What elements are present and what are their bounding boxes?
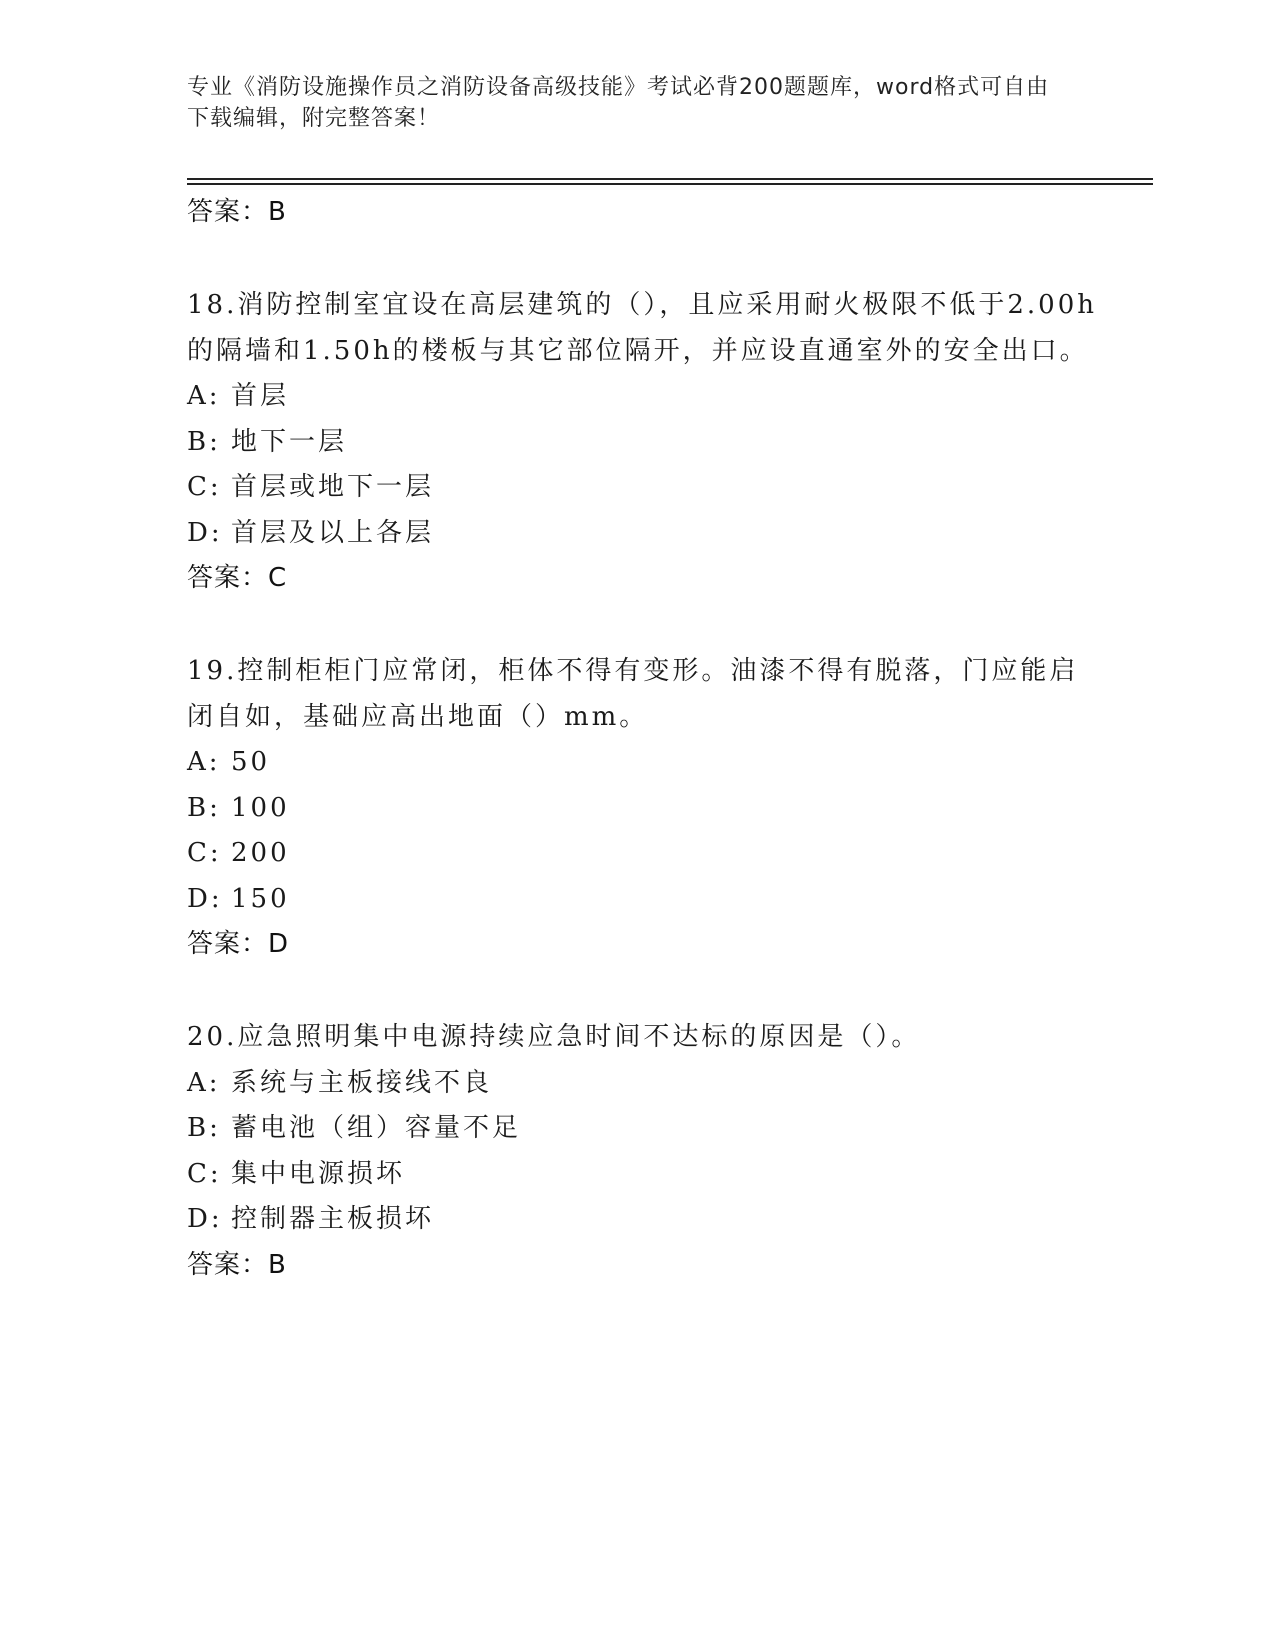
option-text: 地下一层	[231, 426, 348, 457]
option-c	[187, 1152, 1107, 1198]
option-c	[187, 831, 1107, 877]
option-d	[187, 877, 1107, 923]
option-d	[187, 1197, 1107, 1243]
option-b	[187, 1106, 1107, 1152]
option-text: 50	[231, 747, 271, 777]
option-letter: B:	[187, 792, 221, 823]
answer-line: 答案：B	[187, 197, 287, 227]
answer-line: 答案：D	[187, 929, 290, 959]
answer-line: 答案：B	[187, 1249, 287, 1280]
option-a	[187, 740, 1107, 786]
option-a	[187, 374, 1107, 420]
option-text: 系统与主板接线不良	[231, 1067, 493, 1098]
option-text: 控制器主板损坏	[231, 1204, 435, 1234]
option-b	[187, 420, 1107, 466]
question-item	[187, 283, 1107, 601]
option-text: 150	[231, 883, 290, 914]
option-a	[187, 1061, 1107, 1107]
option-text: 首层及以上各层	[231, 517, 435, 548]
option-d	[187, 511, 1107, 557]
option-c	[187, 465, 1107, 511]
option-text: 首层	[231, 381, 290, 411]
option-text: 首层或地下一层	[231, 472, 435, 502]
question-item	[187, 649, 1107, 967]
option-b	[187, 786, 1107, 832]
option-letter: C:	[187, 1158, 222, 1189]
option-letter: C:	[187, 472, 222, 502]
option-text: 蓄电池（组）容量不足	[231, 1113, 522, 1143]
option-letter: A:	[187, 1067, 221, 1098]
option-letter: D:	[187, 1204, 223, 1234]
option-text: 100	[231, 792, 290, 823]
question-list	[187, 190, 1107, 1288]
question-stem: 20.应急照明集中电源持续应急时间不达标的原因是（）。	[187, 1022, 921, 1052]
question-stem: 18.消防控制室宜设在高层建筑的（），且应采用耐火极限不低于2.00h的隔墙和1.50h的楼板与其它部位隔开，并应设直通室外的安全出口。	[187, 290, 1097, 366]
option-letter: A:	[187, 747, 221, 777]
option-letter: D:	[187, 883, 223, 914]
question-stem: 19.控制柜柜门应常闭，柜体不得有变形。油漆不得有脱落，门应能启闭自如，基础应高出地面（）mm。	[187, 656, 1079, 732]
option-text: 200	[231, 838, 290, 868]
document-header: 专业《消防设施操作员之消防设备高级技能》考试必背200题题库，word格式可自由下载编辑，附完整答案！	[187, 75, 1050, 131]
option-letter: D:	[187, 517, 223, 548]
option-letter: C:	[187, 838, 222, 868]
option-letter: B:	[187, 1113, 221, 1143]
option-text: 集中电源损坏	[231, 1158, 406, 1189]
header-rule-top	[187, 178, 1153, 180]
question-item	[187, 1015, 1107, 1288]
option-letter: A:	[187, 381, 221, 411]
header-rule-bottom	[187, 183, 1153, 185]
option-letter: B:	[187, 426, 221, 457]
answer-line: 答案：C	[187, 563, 288, 593]
